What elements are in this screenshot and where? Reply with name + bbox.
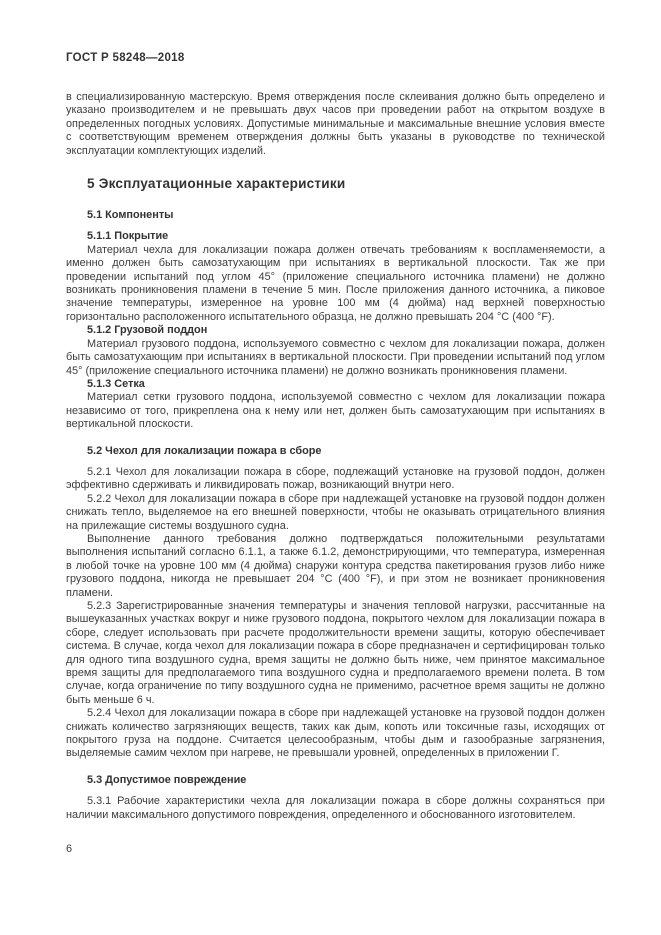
page-number: 6	[66, 843, 73, 855]
clause-5-2-4-paragraph: 5.2.4 Чехол для локализации пожара в сборе при надлежащей установке на грузовой поддон должен снижать количество загрязняющих веществ, таких как дым, копоть или токсичные газы, исходящих от покрытого груза на поддоне. Считается целесообразным, чтобы дым и газообразные загрязнения, выделяемые самим чехлом при нагреве, не превышали уровней, определенных в приложении Г.	[66, 707, 605, 760]
clause-5-1-2-paragraph: Материал грузового поддона, используемого совместно с чехлом для локализации пожара, должен быть самозатухающим при испытаниях в вертикальной плоскости. При проведении испытаний под углом 45° (приложение специального источника пламени) не должно возникать проникновения пламени.	[66, 337, 605, 377]
clause-5-2-3-paragraph: 5.2.3 Зарегистрированные значения температуры и значения тепловой нагрузки, рассчитанные на вышеуказанных участках вокруг и ниже грузового поддона, покрытого чехлом для локализации пожара в сборе, следует использовать при расчете продолжительности времени защиты, которую обеспечивает система. В случае, когда чехол для локализации пожара в сборе предназначен и сертифицирован только для одного типа воздушного судна, время защиты не должно быть ниже, чем принятое максимальное время защиты для предполагаемого типа воздушного судна и предполагаемого времени полета. В том случае, когда ограничение по типу воздушного судна не применимо, расчетное время защиты не должно быть меньше 6 ч.	[66, 600, 605, 706]
intro-paragraph: в специализированную мастерскую. Время отверждения после склеивания должно быть определено и указано производителем и не превышать двух часов при проведении работ на открытом воздухе в определенных погодных условиях. Допустимые минимальные и максимальные внешние условия вместе с соответствующим временем отверждения должны быть указаны в руководстве по технической эксплуатации комплектующих изделий.	[66, 91, 605, 157]
document-body	[66, 91, 605, 822]
clause-5-2-2-continuation-paragraph: Выполнение данного требования должно подтверждаться положительными результатами выполнения испытаний согласно 6.1.1, а также 6.1.2, демонстрирующими, что температура, измеренная в любой точке на уровне 100 мм (4 дюйма) снаружи контура средства пакетирования грузов либо ниже грузового поддона, никогда не превышает 204 °C (400 °F), и при этом не возникает проникновения пламени.	[66, 532, 605, 599]
section-heading-5: 5 Эксплуатационные характеристики	[87, 176, 346, 192]
subsection-heading-5-1: 5.1 Компоненты	[87, 209, 174, 222]
clause-heading-5-1-3: 5.1.3 Сетка	[87, 377, 145, 390]
clause-5-2-1-paragraph: 5.2.1 Чехол для локализации пожара в сборе, подлежащий установке на грузовой поддон, должен эффективно сдерживать и ликвидировать пожар, возникающий внутри него.	[66, 465, 605, 492]
clause-5-1-3-paragraph: Материал сетки грузового поддона, используемой совместно с чехлом для локализации пожара независимо от того, прикреплена она к нему или нет, должен быть самозатухающим при испытаниях в вертикальной плоскости.	[66, 391, 605, 431]
clause-5-3-1-paragraph: 5.3.1 Рабочие характеристики чехла для локализации пожара в сборе должны сохраняться при наличии максимального допустимого повреждения, определенного и обоснованного изготовителем.	[66, 795, 605, 821]
subsection-heading-5-2: 5.2 Чехол для локализации пожара в сборе	[87, 444, 322, 457]
clause-heading-5-1-1: 5.1.1 Покрытие	[87, 230, 169, 243]
subsection-heading-5-3: 5.3 Допустимое повреждение	[87, 773, 247, 786]
clause-heading-5-1-2: 5.1.2 Грузовой поддон	[87, 324, 208, 337]
running-header: ГОСТ Р 58248—2018	[66, 52, 185, 64]
clause-5-1-1-paragraph: Материал чехла для локализации пожара должен отвечать требованиям к воспламеняемости, а именно должен быть самозатухающим при испытаниях в вертикальной плоскости. Так же при проведении испытаний под углом 45° (приложение специального источника пламени) не должно возникать проникновения пламени в течение 5 мин. После приложения данного источника, а пиковое значение температуры, измеренное на уровне 100 мм (4 дюйма) над верхней поверхностью горизонтально расположенного испытательного образца, не должно превышать 204 °C (400 °F).	[66, 243, 605, 323]
clause-5-2-2-paragraph: 5.2.2 Чехол для локализации пожара в сборе при надлежащей установке на грузовой поддон должен снижать тепло, выделяемое на его внешней поверхности, чтобы не оказывать отрицательного влияния на прилежащие системы воздушного судна.	[66, 492, 605, 532]
